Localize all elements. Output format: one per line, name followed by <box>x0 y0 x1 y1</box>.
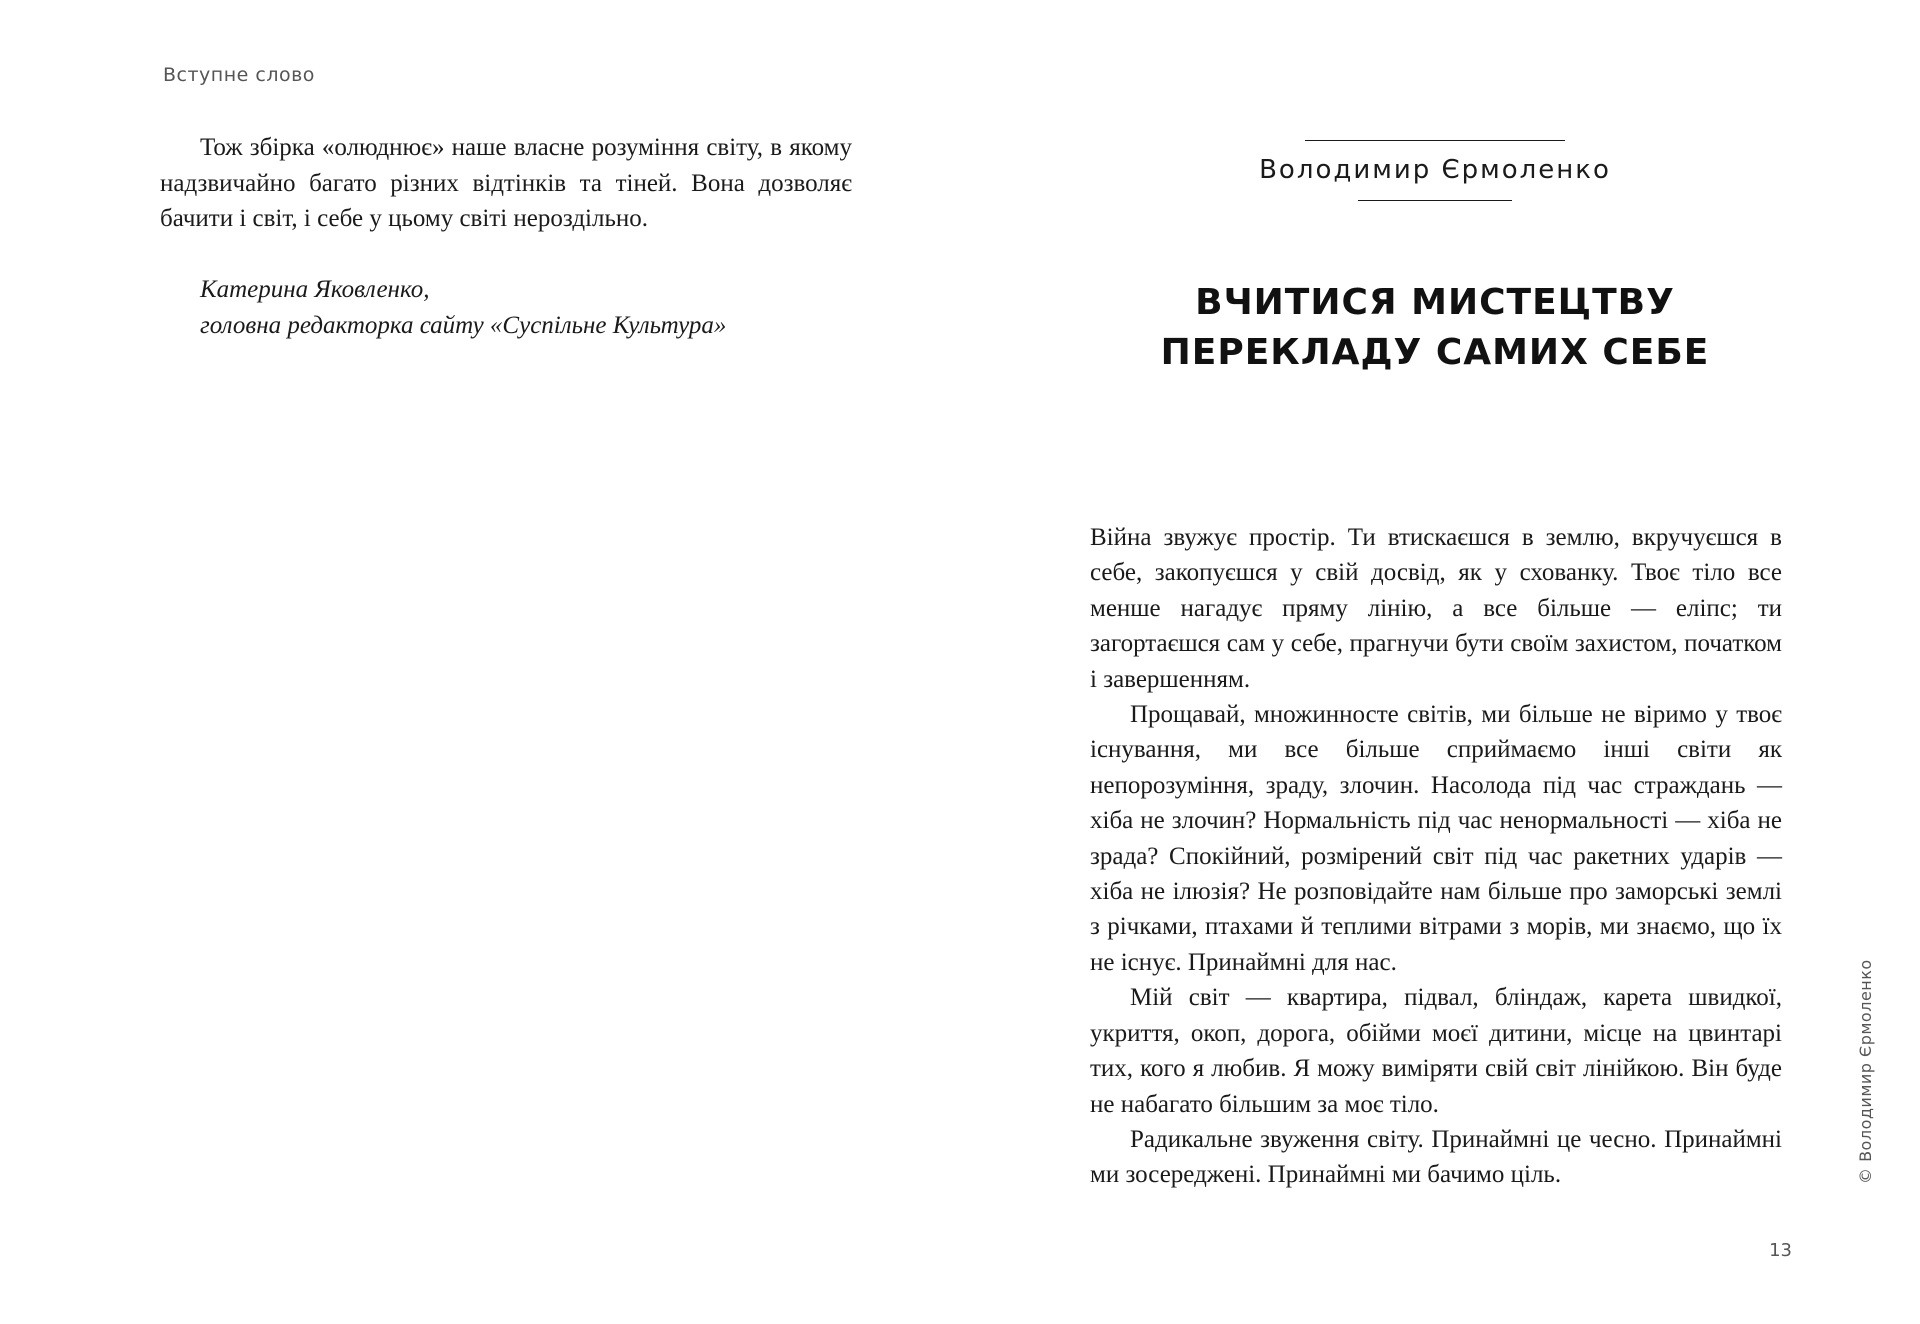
author-name: Володимир Єрмоленко <box>1259 155 1611 185</box>
running-head: Вступне слово <box>163 64 315 86</box>
signature <box>200 272 726 343</box>
essay-title-line-2: ПЕРЕКЛАДУ САМИХ СЕБЕ <box>1160 332 1710 373</box>
essay-paragraph-3: Мій світ — квартира, підвал, бліндаж, карета швидкої, укриття, окоп, дорога, обійми моєї дитини, місце на цвинтарі тих, кого я любив. Я можу виміряти свій світ лінійкою. Він буде не набагато більшим за моє тіло. <box>1090 984 1782 1118</box>
page-number: 13 <box>1769 1240 1792 1261</box>
essay-body <box>1090 520 1782 1193</box>
signature-name: Катерина Яковленко, <box>200 276 430 303</box>
right-page <box>960 0 1920 1324</box>
essay-paragraph-2: Прощавай, множинносте світів, ми більше не віримо у твоє існування, ми все більше сприймаємо інші світи як непорозуміння, зраду, злочин. Насолода під час страждань — хіба не злочин? Нормальність під час ненормальності — хіба не зрада? Спокійний, розмірений світ під час ракетних ударів — хіба не ілюзія? Не розповідайте нам більше про заморські землі з річками, птахами й теплими вітрами з морів, ми знаємо, що їх не існує. Принаймні для нас. <box>1090 701 1782 976</box>
essay-paragraph-4: Радикальне звуження світу. Принаймні це чесно. Принаймні ми зосереджені. Принаймні ми бачимо ціль. <box>1090 1125 1782 1189</box>
author-rule-top <box>1305 140 1565 141</box>
intro-text-block <box>160 130 852 237</box>
essay-title <box>1120 278 1750 378</box>
author-rule-bottom <box>1358 200 1512 201</box>
essay-title-line-1: ВЧИТИСЯ МИСТЕЦТВУ <box>1195 282 1675 323</box>
essay-paragraph-1: Війна звужує простір. Ти втискаєшся в землю, вкручуєшся в себе, закопуєшся у свій досвід, як у схованку. Твоє тіло все менше нагадує пряму лінію, а все більше — еліпс; ти загортаєшся сам у себе, прагнучи бути своїм захистом, початком і завершенням. <box>1090 524 1782 693</box>
copyright-notice: © Володимир Єрмоленко <box>1856 959 1875 1184</box>
intro-paragraph: Тож збірка «олюднює» наше власне розуміння світу, в якому надзвичайно багато різних відтінків та тіней. Вона дозволяє бачити і світ, і себе у цьому світі нероздільно. <box>160 134 852 232</box>
signature-role: головна редакторка сайту «Суспільне Культура» <box>200 311 727 339</box>
